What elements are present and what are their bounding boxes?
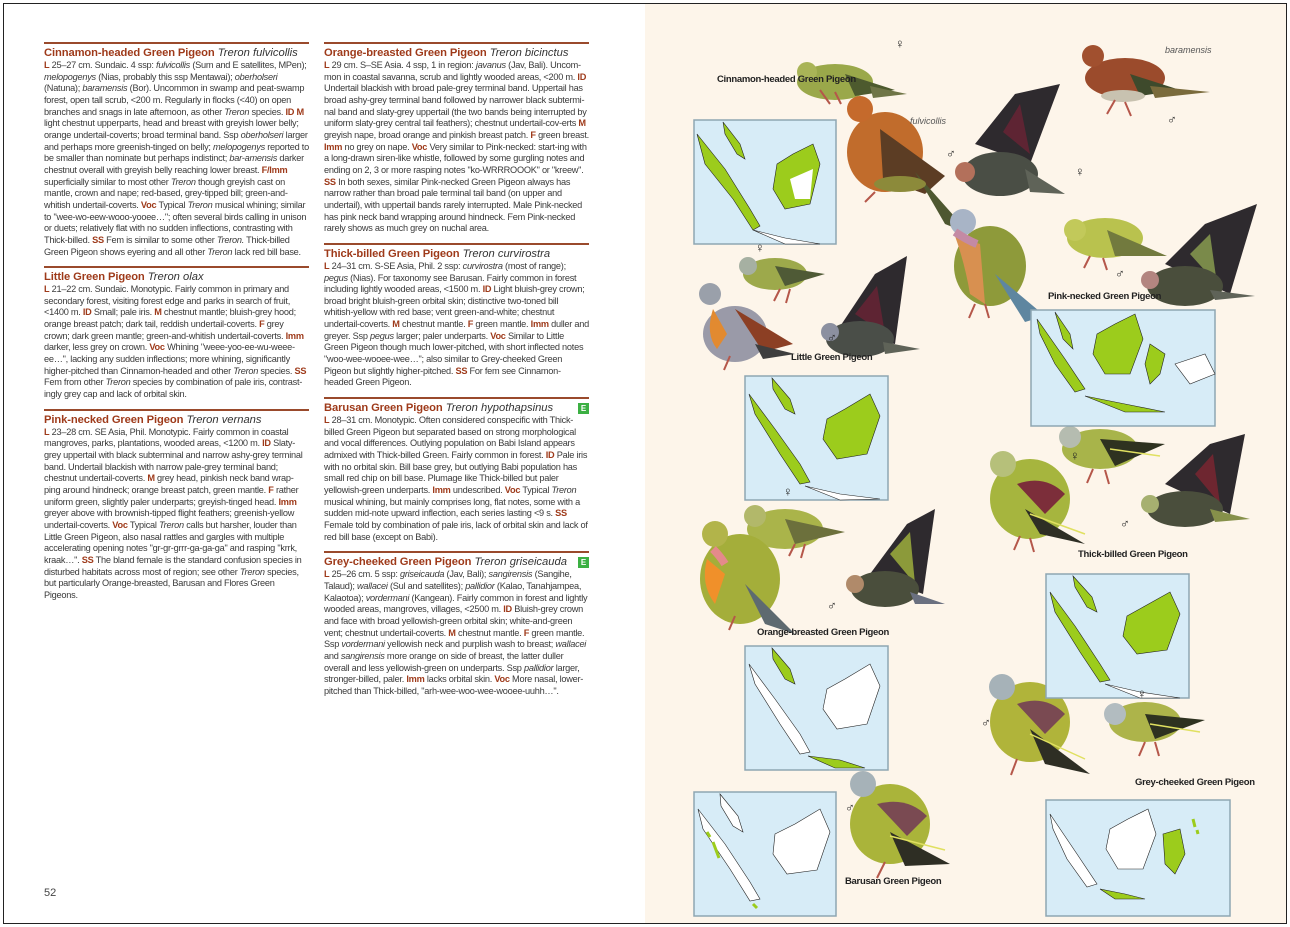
common-name: Pink-necked Green Pigeon [44, 413, 184, 426]
range-map-thickbilled [1046, 574, 1189, 698]
range-map-barusan [694, 792, 836, 916]
male-symbol: ♂ [1115, 266, 1125, 281]
bird-illustration-greycheeked-female [1104, 702, 1205, 756]
species-description: L 23–28 cm. SE Asia, Phil. Monotypic. Fairly common in coastal mangroves, parks, plantations, wooded areas, <1200 m. ID Slaty-grey uppertail with black subterminal and narrow ashy-grey terminal band. Undertail blackish with narrow pale-grey terminal band; chestnut undertail-coverts. M grey head, pinkish neck band wrap-ping around hindneck; orange breast patch, green mantle. F rather uniform green, slightly paler underparts; greyish-tinged head. Imm greyer above with brownish-tipped flight feathers; greenish-yellow undertail-coverts. Voc Typical Treron calls but harsher, louder than Little Green Pigeon, also nasal rattles and gargles with multiple accelerating opening notes "gr-gr-grrr-ga-ga-ga" and rasping "krrk, kraak…". SS The bland female is the standard confusion species in disturbed habitats across most of region; see other Treron species, but particularly Orange-breasted, Barusan and Flores Green Pigeons. [44, 426, 303, 600]
bird-illustration-orange-flying [846, 509, 945, 607]
species-heading [324, 47, 589, 60]
common-name: Grey-cheeked Green Pigeon [324, 556, 472, 569]
species-heading [324, 556, 589, 569]
plate-label-greycheeked: Grey-cheeked Green Pigeon [1135, 777, 1255, 788]
bird-illustration-little-male [699, 283, 795, 370]
common-name: Thick-billed Green Pigeon [324, 247, 460, 260]
species-heading [44, 414, 309, 427]
male-symbol: ♂ [946, 146, 956, 161]
bird-illustration-barusan-male [850, 771, 950, 878]
plate-label-thickbilled: Thick-billed Green Pigeon [1078, 549, 1188, 560]
range-map-orange [745, 646, 888, 770]
species-heading [324, 402, 589, 415]
endemic-badge: E [578, 403, 589, 414]
species-heading [324, 248, 589, 261]
common-name: Barusan Green Pigeon [324, 402, 443, 415]
page-number: 52 [44, 887, 57, 899]
text-column-1 [44, 42, 309, 610]
scientific-name: Treron vernans [186, 413, 262, 426]
illustration-plate [645, 4, 1286, 923]
range-map-greycheeked [1046, 800, 1230, 916]
plate-label-cinnamon: Cinnamon-headed Green Pigeon [717, 74, 856, 85]
ssp-label-baramensis: baramensis [1165, 45, 1212, 55]
scientific-name: Treron hypothapsinus [445, 402, 554, 415]
bird-illustration-little-female [739, 257, 825, 303]
text-column-2 [324, 42, 589, 706]
species-entry [324, 243, 589, 389]
common-name: Orange-breasted Green Pigeon [324, 47, 487, 59]
male-symbol: ♂ [845, 800, 855, 815]
range-map-pinknecked [1031, 310, 1215, 426]
common-name: Little Green Pigeon [44, 271, 145, 284]
species-entry [44, 42, 309, 258]
plate-label-little: Little Green Pigeon [791, 352, 873, 363]
scientific-name: Treron olax [147, 271, 204, 284]
bird-illustration-thickbilled-male [990, 451, 1085, 552]
male-symbol: ♂ [1167, 112, 1177, 127]
female-symbol: ♀ [1075, 164, 1085, 179]
bird-illustration-thickbilled-flying [1141, 434, 1250, 527]
range-map-little [745, 376, 888, 500]
text-page [4, 4, 645, 923]
female-symbol: ♀ [755, 240, 765, 255]
male-symbol: ♂ [827, 598, 837, 613]
species-description: L 29 cm. S–SE Asia. 4 ssp, 1 in region: javanus (Jav, Bali). Uncom-mon in coastal savanna, scrub and lightly wooded areas, <200 m. ID Undertail blackish with broad pale-grey terminal band. Uppertail has broad ashy-grey terminal band followed by narrower black subtermi-nal band and slaty-grey uppertail (the two bands being interrupted by uniform slaty-grey central tail feathers); chestnut undertail-cov-erts M greyish nape, broad orange and pinkish breast patch. F green breast. Imm no grey on nape. Voc Very similar to Pink-necked: start-ing with a long-drawn siren-like whistle, followed by some gurgling notes and ending on 2, 3 or more rasping notes "ko-WRRROOOK" or "kreew". SS In both sexes, similar Pink-necked Green Pigeon always has narrow rather than broad pale terminal tail band (on upper and undertail), with uppertail bands rarely interrupted. Male Pink-necked has pink neck band wrapping around hindneck. Fem Pink-necked rarely shows as much grey on nuchal area. [324, 60, 589, 234]
species-entry [324, 551, 589, 697]
species-description: L 28–31 cm. Monotypic. Often considered conspecific with Thick-billed Green Pigeon but separated based on strong morphological and vocal differences. Outlying population on Babi Island appears admixed with Thick-billed Green. Fairly common in forest. ID Pale iris with no orbital skin. Bill base grey, but outlying Babi population has small red chip on bill base. Plumage like Thick-billed but paler yellowish-green underparts. Imm undescribed. Voc Typical Treron musical whining, but mainly comprises long, flat notes, some with a sudden mid-note upward inflection, each series lasting <9 s. SS Female told by combination of pale iris, lack of orbital skin and lack of red bill base (except on Babi). [324, 415, 588, 542]
bird-illustration-pinknecked-female [1064, 218, 1167, 270]
bird-illustration-pinknecked-male [950, 209, 1045, 322]
species-description: L 21–22 cm. Sundaic. Monotypic. Fairly common in primary and secondary forest, visiting forest edge and parks in search of fruit, <1400 m. ID Small; pale iris. M chestnut mantle; bluish-grey hood; orange breast patch; dark tail, reddish undertail-coverts. F grey crown; dark green mantle; green-and-whitish undertail-coverts. Imm darker, less grey on crown. Voc Whining "weee-yoo-ee-wu-weee-ee…", lacking any sudden inflections; more whining, significantly higher-pitched than Cinnamon-headed and other Treron species. SS Fem from other Treron species by combination of pale iris, contrast-ingly grey cap and lack of orbital skin. [44, 284, 307, 400]
scientific-name: Treron bicinctus [489, 47, 569, 59]
plate-label-barusan: Barusan Green Pigeon [845, 876, 942, 887]
species-heading [44, 271, 309, 284]
male-symbol: ♂ [827, 330, 837, 345]
plate-label-pinknecked: Pink-necked Green Pigeon [1048, 291, 1162, 302]
common-name: Cinnamon-headed Green Pigeon [44, 47, 215, 59]
male-symbol: ♂ [1120, 516, 1130, 531]
bird-illustration-cinnamon-baramensis [1082, 45, 1210, 116]
range-map-cinnamon [694, 120, 836, 244]
female-symbol: ♀ [783, 484, 793, 499]
species-description: L 25–26 cm. 5 ssp: griseicauda (Jav, Bali); sangirensis (Sangihe, Talaud); wallacei (Sul and satellites); pallidior (Kalao, Tanahjampea, Kalaotoa); vordermani (Kangean). Fairly common in forest and lightly wooded areas, mangroves, villages, <2500 m. ID Bluish-grey crown and face with broad yellowish-green orbital skin; white-and-green vent; chestnut undertail-coverts. M chestnut mantle. F green mantle. Ssp vordermani yellowish neck and purplish wash to breast; wallacei and sangirensis more orange on side of breast, the latter duller overall and less yellowish-green on underparts. Ssp pallidior larger, stronger-billed, paler. Imm lacks orbital skin. Voc More nasal, lower-pitched than Thick-billed, "arh-wee-woo-wee-wooee-uuhh…". [324, 569, 588, 696]
endemic-badge: E [578, 557, 589, 568]
species-heading [44, 47, 309, 60]
scientific-name: Treron curvirostra [462, 247, 551, 260]
species-description: L 24–31 cm. S-SE Asia, Phil. 2 ssp: curvirostra (most of range); pegus (Nias). For taxonomy see Barusan. Fairly common in forest including lightly wooded areas, <1500 m. ID Light bluish-grey crown; broad bright bluish-green orbital skin; distinctive two-toned bill whitish-yellow with red base; vent green-and-white; chestnut undertail-coverts. M chestnut mantle. F green mantle. Imm duller and greyer. Ssp pegus larger; paler underparts. Voc Similar to Little Green Pigeon though much lower-pitched, with short inflected notes "woo-wee-wooee-wee…"; also similar to Grey-cheeked Green Pigeon but slightly higher-pitched. SS For fem see Cinnamon-headed Green Pigeon. [324, 260, 589, 388]
scientific-name: Treron fulvicollis [217, 47, 298, 59]
female-symbol: ♀ [895, 36, 905, 51]
bird-illustration-cinnamon-fulvicollis [847, 96, 970, 234]
bird-illustration-cinnamon-flying [955, 84, 1065, 196]
species-entry [44, 409, 309, 602]
male-symbol: ♂ [981, 715, 991, 730]
species-entry [44, 266, 309, 401]
species-entry [324, 42, 589, 235]
female-symbol: ♀ [1137, 686, 1147, 701]
species-description: L 25–27 cm. Sundaic. 4 ssp: fulvicollis (Sum and E satellites, MPen); melopogenys (Nias, probably this ssp Mentawai); oberholseri (Natuna); baramensis (Bor). Uncommon in swamp and peat-swamp forest, open tall scrub, <200 m. Regularly in flocks (<40) on open branches and snags in late afternoon, as other Treron species. ID M light chestnut upperparts, head and breast with greyish lower belly; orange undertail-coverts; broad terminal band. Ssp oberholseri larger and perhaps more greenish-tinged on belly; melopogenys reported to be smaller than nominate but perhaps indistinct; bar-amensis darker chestnut overall with greyish belly reaching lower breast. F/Imm superficially similar to most other Treron though greyish cast on mantle, crown and nape; red-based, grey-tipped bill; green-and-whitish undertail-coverts. Voc Typical Treron musical whining; similar to "wee-wo-eew-wooo-yooee…"; often several birds calling in unison or duets; relatively flat with no sudden inflections, contrasting with Thick-billed. SS Fem is similar to some other Treron. Thick-billed Green Pigeon shows eyering and all other Treron lack red bill base. [44, 60, 309, 257]
scientific-name: Treron griseicauda [474, 556, 567, 569]
ssp-label-fulvicollis: fulvicollis [910, 116, 947, 126]
species-entry [324, 397, 589, 543]
female-symbol: ♀ [1070, 448, 1080, 463]
plate-label-orange: Orange-breasted Green Pigeon [757, 627, 890, 638]
